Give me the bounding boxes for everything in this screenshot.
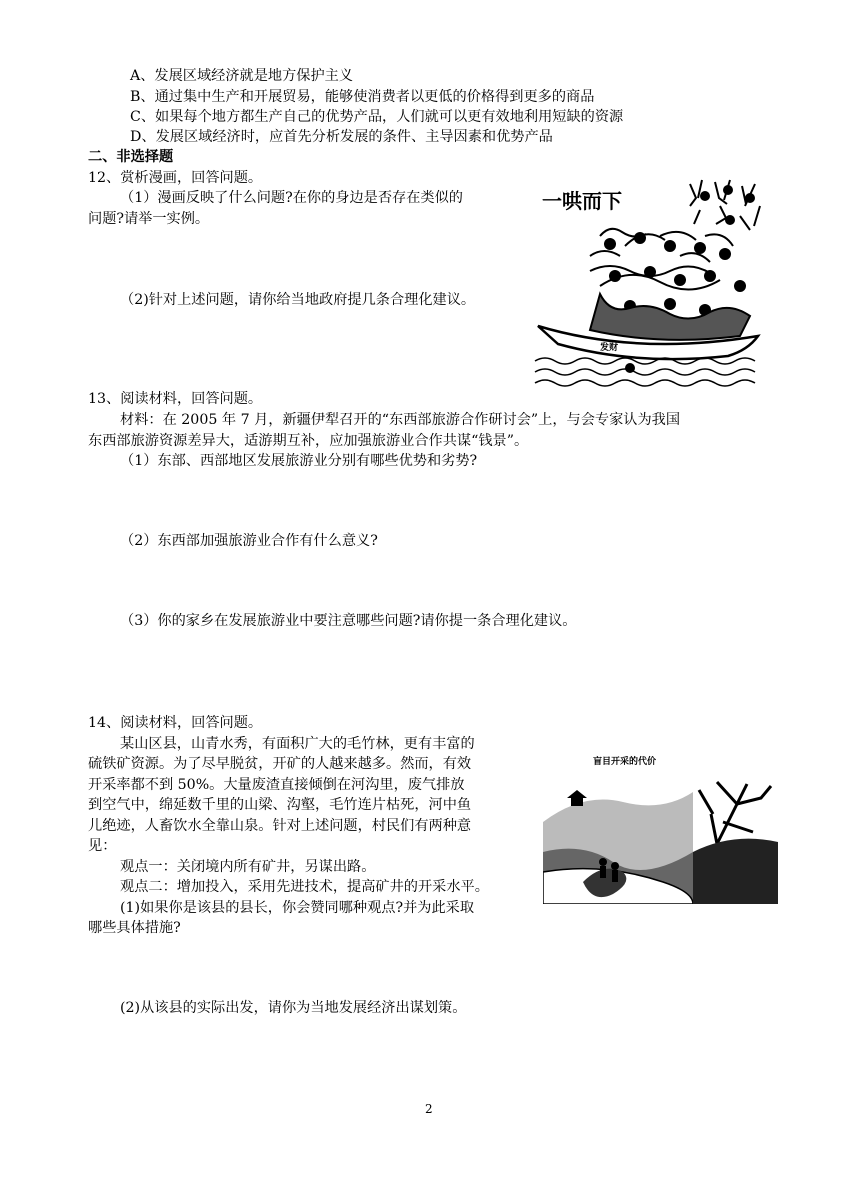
q12-sub1-line1: （1）漫画反映了什么问题?在你的身边是否存在类似的 — [120, 190, 463, 206]
q13-material-line2: 东西部旅游资源差异大，适游期互补，应加强旅游业合作共谋“钱景”。 — [88, 433, 529, 449]
q14-paragraph-line5: 儿绝迹，人畜饮水全靠山泉。针对上述问题，村民们有两种意 — [88, 818, 472, 834]
q14-paragraph-line6: 见： — [88, 838, 117, 854]
q14-cartoon-caption: 盲目开采的代价 — [593, 757, 657, 767]
boat-label: 发财 — [600, 343, 619, 353]
q14-paragraph-line4: 到空气中，绵延数千里的山梁、沟壑，毛竹连片枯死，河中鱼 — [88, 797, 472, 813]
option-a: A、发展区域经济就是地方保护主义 — [130, 68, 354, 84]
crowd-heads — [604, 185, 755, 322]
q14-paragraph-line2: 硫铁矿资源。为了尽早脱贫，开矿的人越来越多。然而，有效 — [88, 756, 472, 772]
q12-cartoon — [530, 176, 775, 392]
q14-sub2: (2)从该县的实际出发，请你为当地发展经济出谋划策。 — [120, 1000, 467, 1016]
option-c: C、如果每个地方都生产自己的优势产品，人们就可以更有效地利用短缺的资源 — [130, 109, 624, 125]
dark-foreground — [693, 839, 778, 904]
page-number: 2 — [425, 1102, 433, 1116]
q14-view1: 观点一：关闭境内所有矿井，另谋出路。 — [120, 859, 376, 875]
q13-sub2: （2）东西部加强旅游业合作有什么意义? — [120, 533, 378, 549]
q14-sub1-line2: 哪些具体措施? — [88, 920, 181, 936]
water-waves — [535, 358, 755, 386]
q14-title: 14、阅读材料，回答问题。 — [88, 715, 263, 731]
section-heading: 二、非选择题 — [88, 149, 174, 165]
q14-paragraph-line1: 某山区县，山青水秀，有面积广大的毛竹林，更有丰富的 — [120, 736, 475, 752]
q14-paragraph-line3: 开采率都不到 50%。大量废渣直接倾倒在河沟里，废气排放 — [88, 777, 465, 793]
q14-view2: 观点二：增加投入，采用先进技术，提高矿井的开采水平。 — [120, 879, 489, 895]
option-b: B、通过集中生产和开展贸易，能够使消费者以更低的价格得到更多的商品 — [130, 89, 595, 105]
q13-title: 13、阅读材料，回答问题。 — [88, 391, 263, 407]
q13-sub1: （1）东部、西部地区发展旅游业分别有哪些优势和劣势? — [120, 453, 478, 469]
q12-sub1-line2: 问题?请举一实例。 — [88, 211, 210, 227]
q14-cartoon — [543, 742, 778, 904]
option-d: D、发展区域经济时，应首先分析发展的条件、主导因素和优势产品 — [130, 129, 553, 145]
q13-sub3: （3）你的家乡在发展旅游业中要注意哪些问题?请你提一条合理化建议。 — [120, 613, 577, 629]
q12-title: 12、赏析漫画，回答问题。 — [88, 170, 263, 186]
q12-cartoon-caption: 一哄而下 — [542, 189, 622, 213]
q13-material-line1: 材料：在 2005 年 7 月，新疆伊犁召开的“东西部旅游合作研讨会”上，与会专家认为我国 — [120, 412, 681, 428]
q12-sub2: （2)针对上述问题，请你给当地政府提几条合理化建议。 — [120, 292, 476, 308]
q14-sub1-line1: (1)如果你是该县的县长，你会赞同哪种观点?并为此采取 — [120, 900, 475, 916]
